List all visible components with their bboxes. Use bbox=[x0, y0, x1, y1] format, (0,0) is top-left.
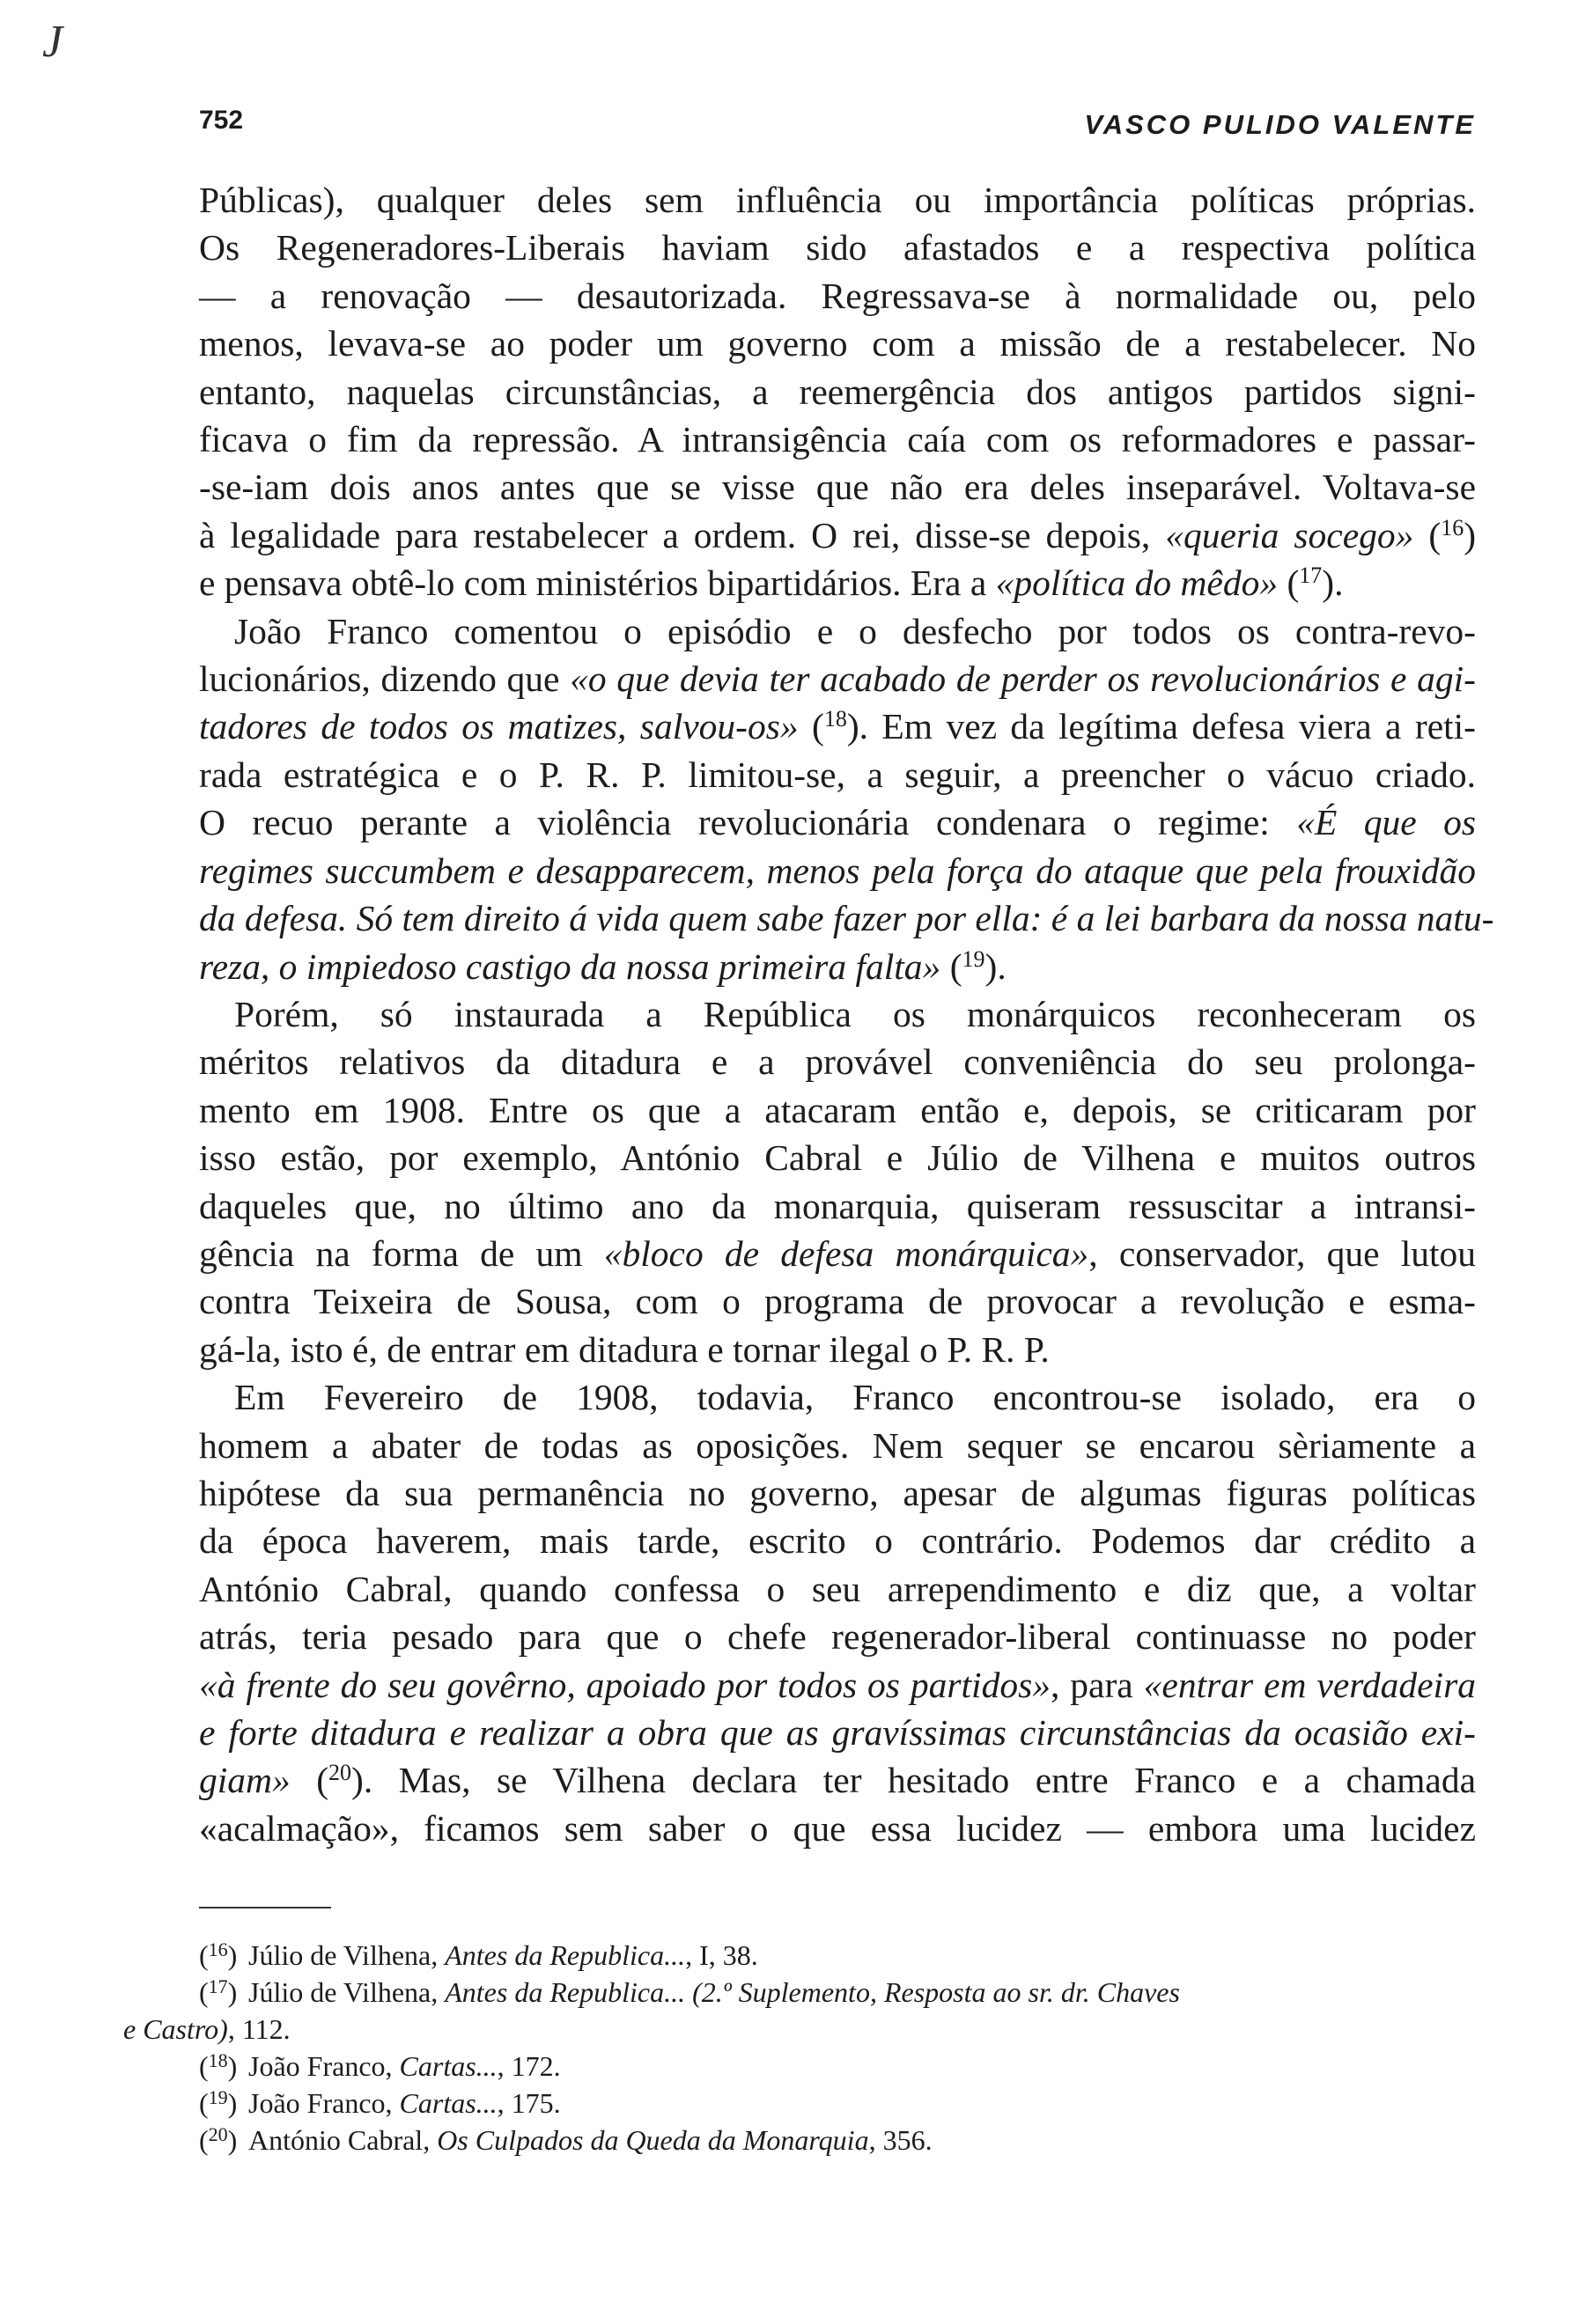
quotation: «entrar em verdadeira bbox=[1143, 1664, 1476, 1705]
text-line: Públicas), qualquer deles sem influência ou importância políticas próprias. bbox=[199, 180, 1476, 220]
handwritten-corner-mark: J bbox=[42, 17, 63, 67]
text-line: «à frente do seu govêrno, apoiado por todos os partidos», para «entrar em verdadeira bbox=[199, 1664, 1476, 1705]
text-line: ficava o fim da repressão. A intransigência caía com os reformadores e passar- bbox=[199, 419, 1476, 460]
footnote-number: 19 bbox=[208, 2086, 228, 2108]
text-line: hipótese da sua permanência no governo, apesar de algumas figuras políticas bbox=[199, 1472, 1476, 1513]
footnote-ref[interactable]: 16 bbox=[1441, 514, 1464, 541]
main-text bbox=[199, 176, 1494, 1852]
text-line: Porém, só instaurada a República os monárquicos reconheceram os bbox=[234, 993, 1476, 1034]
text-line: isso estão, por exemplo, António Cabral e Júlio de Vilhena e muitos outros bbox=[199, 1137, 1476, 1179]
quotation: giam» bbox=[199, 1760, 291, 1801]
quotation: «queria socego» bbox=[1165, 514, 1414, 555]
text-line: atrás, teria pesado para que o chefe regenerador-liberal continuasse no poder bbox=[199, 1616, 1476, 1658]
footnote-ref[interactable]: 17 bbox=[1299, 563, 1323, 589]
text-line: da época haverem, mais tarde, escrito o contrário. Podemos dar crédito a bbox=[199, 1520, 1476, 1562]
text-line: João Franco comentou o episódio e o desfecho por todos os contra-revo- bbox=[234, 610, 1476, 651]
text-line: gá-la, isto é, de entrar em ditadura e tornar ilegal o P. R. P. bbox=[199, 1328, 1050, 1370]
text-line: -se-iam dois anos antes que se visse que não era deles inseparável. Voltava-se bbox=[199, 467, 1476, 508]
text-line: lucionários, dizendo que «o que devia ter acabado de perder os revolucionários e agi- bbox=[199, 658, 1476, 700]
quotation-line: regimes succumbem e desapparecem, menos pela força do ataque que pela frouxidão bbox=[199, 849, 1476, 891]
footnote-number: 16 bbox=[208, 1938, 228, 1960]
footnote: ($^{17}$) Júlio de Vilhena, Antes da Republica... (2.º Suplemento, Resposta ao sr. dr. Chaves bbox=[199, 1975, 1180, 2008]
text-line: à legalidade para restabelecer a ordem. O rei, disse-se depois, «queria socego» ($^{16}$) bbox=[199, 514, 1477, 555]
text-line: méritos relativos da ditadura e a provável conveniência do seu prolonga- bbox=[199, 1041, 1476, 1083]
quotation: «à frente do seu govêrno, apoiado por todos os partidos» bbox=[199, 1664, 1051, 1705]
text-line: Os Regeneradores-Liberais haviam sido afastados e a respectiva política bbox=[199, 227, 1476, 268]
footnote-ref[interactable]: 19 bbox=[962, 945, 985, 972]
footnote-ref[interactable]: 18 bbox=[823, 706, 847, 732]
quotation-line: e forte ditadura e realizar a obra que as gravíssimas circunstâncias da ocasião exi- bbox=[199, 1712, 1476, 1753]
text-line: Em Fevereiro de 1908, todavia, Franco encontrou-se isolado, era o bbox=[234, 1377, 1476, 1418]
footnote: ($^{18}$) João Franco, Cartas..., 172. bbox=[199, 2049, 561, 2082]
text-line: giam» ($^{20}$). Mas, se Vilhena declara ter hesitado entre Franco e a chamada bbox=[199, 1760, 1476, 1801]
quotation: reza, o impiedoso castigo da nossa primeira falta» bbox=[199, 945, 941, 987]
text-line: e pensava obtê-lo com ministérios bipartidários. Era a «política do mêdo» ($^{17}$). bbox=[199, 563, 1344, 604]
text-line: gência na forma de um «bloco de defesa monárquica», conservador, que lutou bbox=[199, 1232, 1476, 1274]
text-line: reza, o impiedoso castigo da nossa primeira falta» ($^{19}$). bbox=[199, 945, 1007, 987]
text-line: contra Teixeira de Sousa, com o programa de provocar a revolução e esma- bbox=[199, 1281, 1476, 1322]
text-line: «acalmação», ficamos sem saber o que essa lucidez — embora uma lucidez bbox=[199, 1807, 1476, 1849]
quotation: «bloco de defesa monárquica» bbox=[603, 1232, 1089, 1274]
page-number: 752 bbox=[199, 106, 244, 135]
footnote: ($^{19}$) João Franco, Cartas..., 175. bbox=[199, 2086, 561, 2119]
footnote-continuation: e Castro), 112. bbox=[123, 2013, 291, 2045]
footnote: ($^{16}$) Júlio de Vilhena, Antes da Republica..., I, 38. bbox=[199, 1938, 758, 1971]
text-line: mento em 1908. Entre os que a atacaram então e, depois, se criticaram por bbox=[199, 1089, 1476, 1130]
footnote-ref[interactable]: 20 bbox=[328, 1760, 352, 1786]
quotation: «É que os bbox=[1296, 802, 1477, 843]
quotation: «o que devia ter acabado de perder os revolucionários e agi- bbox=[570, 658, 1476, 700]
text-line: menos, levava-se ao poder um governo com a missão de a restabelecer. No bbox=[199, 323, 1476, 364]
footnotes bbox=[123, 1937, 1462, 2159]
footnote: ($^{20}$) António Cabral, Os Culpados da Queda da Monarquia, 356. bbox=[199, 2123, 933, 2156]
quotation-line: da defesa. Só tem direito á vida quem sabe fazer por ella: é a lei barbara da nossa natu- bbox=[199, 898, 1494, 939]
text-line: António Cabral, quando confessa o seu arrependimento e diz que, a voltar bbox=[199, 1568, 1476, 1609]
footnote-divider bbox=[199, 1907, 331, 1908]
page-header bbox=[199, 106, 1476, 150]
text-line: tadores de todos os matizes, salvou-os» ($^{18}$). Em vez da legítima defesa viera a reti- bbox=[199, 706, 1476, 747]
quotation: tadores de todos os matizes, salvou-os» bbox=[199, 706, 799, 747]
text-line: rada estratégica e o P. R. P. limitou-se, a seguir, a preencher o vácuo criado. bbox=[199, 754, 1476, 795]
text-line: homem a abater de todas as oposições. Nem sequer se encarou sèriamente a bbox=[199, 1424, 1476, 1466]
footnote-number: 17 bbox=[208, 1975, 228, 1997]
quotation: «política do mêdo» bbox=[995, 563, 1279, 604]
running-head: VASCO PULIDO VALENTE bbox=[1084, 109, 1476, 140]
text-line: — a renovação — desautorizada. Regressava-se à normalidade ou, pelo bbox=[199, 275, 1476, 316]
footnote-number: 20 bbox=[208, 2123, 228, 2145]
footnote-number: 18 bbox=[208, 2049, 228, 2071]
text-line: O recuo perante a violência revolucionária condenara o regime: «É que os bbox=[199, 802, 1477, 843]
text-line: daqueles que, no último ano da monarquia, quiseram ressuscitar a intransi- bbox=[199, 1185, 1476, 1226]
text-line: entanto, naquelas circunstâncias, a reemergência dos antigos partidos signi- bbox=[199, 371, 1476, 412]
